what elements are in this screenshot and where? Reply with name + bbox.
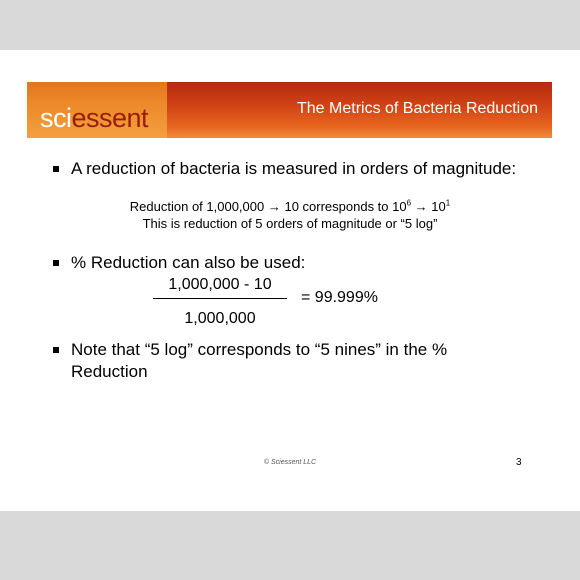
sciessent-logo [40, 102, 148, 134]
formula-result: = 99.999% [301, 289, 378, 306]
exponent-6: 6 [406, 198, 412, 208]
bullet-text: % Reduction can also be used: [71, 253, 306, 272]
bullet-square-icon [53, 260, 59, 266]
reduction-example-arrow: → 10 [411, 199, 446, 214]
bullet-text: Note that “5 log” corresponds to “5 nines” in the % Reduction [71, 340, 448, 381]
logo-block [27, 82, 167, 138]
slide [0, 50, 580, 511]
exponent-1: 1 [445, 198, 451, 208]
slide-header-bar [27, 82, 552, 138]
logo-sci-text: sci [40, 103, 72, 133]
reduction-example-line [0, 199, 580, 214]
fraction-bar [153, 298, 287, 299]
slide-title: The Metrics of Bacteria Reduction [297, 100, 538, 117]
bullet-square-icon [53, 347, 59, 353]
bullet-square-icon [53, 166, 59, 172]
reduction-log-line: This is reduction of 5 orders of magnitude or “5 log” [142, 216, 438, 231]
formula-numerator: 1,000,000 - 10 [168, 276, 272, 293]
bottom-letterbox [0, 511, 580, 580]
page-number: 3 [516, 457, 522, 468]
reduction-example-prefix: Reduction of 1,000,000 → 10 corresponds to 10 [129, 199, 407, 214]
copyright-notice: © Sciessent LLC [263, 459, 317, 466]
top-letterbox [0, 0, 580, 50]
logo-essent-text: essent [71, 103, 149, 133]
formula-denominator: 1,000,000 [184, 310, 256, 327]
bullet-text: A reduction of bacteria is measured in orders of magnitude: [71, 159, 517, 178]
